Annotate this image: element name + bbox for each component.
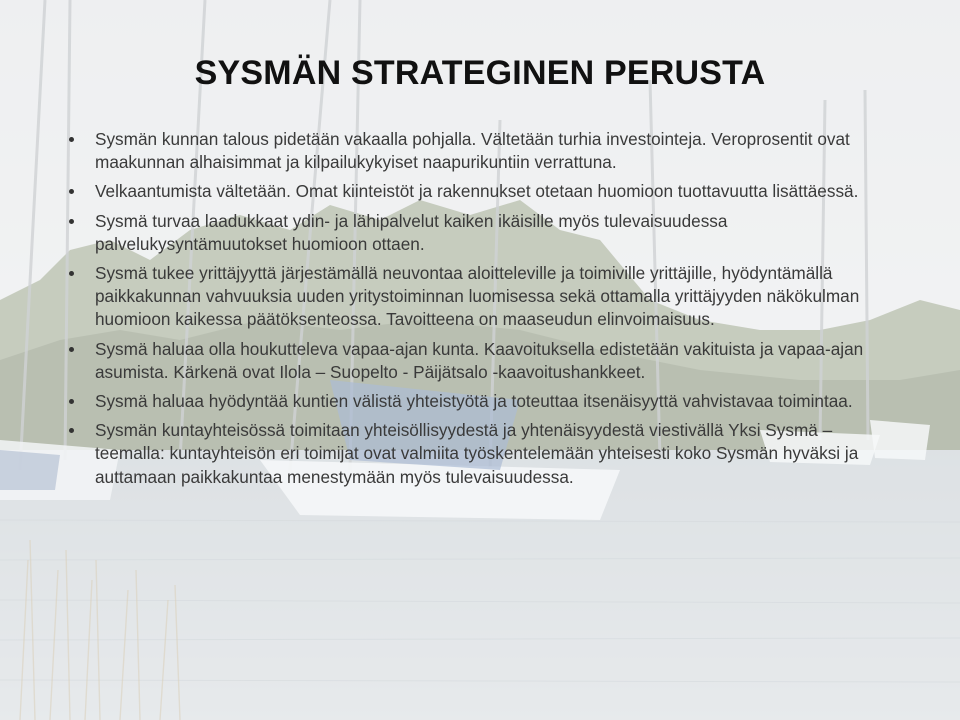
- bullet-text: Sysmän kuntayhteisössä toimitaan yhteisöllisyydestä ja yhtenäisyydestä viestivällä Yksi Sysmä –teemalla: kuntayhteisön eri toimijat ovat valmiita työskentelemään yhteisesti koko Sysmän hyväksi ja auttamaan paikkakuntaa menestymään myös tulevaisuudessa.: [95, 420, 859, 487]
- list-item: [95, 262, 895, 332]
- bullet-text: Sysmä haluaa olla houkutteleva vapaa-ajan kunta. Kaavoituksella edistetään vakituista ja vapaa-ajan asumista. Kärkenä ovat Ilola – Suopelto - Päijätsalo -kaavoitushankkeet.: [95, 338, 864, 382]
- list-item: [95, 210, 895, 256]
- list-item: [95, 390, 895, 413]
- list-item: [95, 128, 895, 174]
- bullet-text: Sysmä tukee yrittäjyyttä järjestämällä neuvontaa aloitteleville ja toimiville yrittäjille, hyödyntämällä paikkakunnan vahvuuksia uuden yritystoiminnan luomisessa sekä ottamalla yrittäjyyden näkökulman huomioon kaikessa päätöksenteossa. Tavoitteena on maaseudun elinvoimaisuus.: [95, 263, 860, 330]
- bullet-text: Sysmän kunnan talous pidetään vakaalla pohjalla. Vältetään turhia investointeja. Veroprosentit ovat maakunnan alhaisimmat ja kilpailukykyiset naapurikuntiin verrattuna.: [95, 129, 850, 173]
- bullet-icon: [69, 399, 74, 404]
- bullet-text: Sysmä turvaa laadukkaat ydin- ja lähipalvelut kaiken ikäisille myös tulevaisuudessa palvelukysyntämuutokset huomioon ottaen.: [95, 210, 728, 254]
- slide-title: SYSMÄN STRATEGINEN PERUSTA: [194, 54, 766, 92]
- bullet-icon: [69, 271, 74, 276]
- bullet-text: Velkaantumista vältetään. Omat kiinteistöt ja rakennukset otetaan huomioon tuottavuutta lisättäessä.: [95, 181, 859, 202]
- bullet-icon: [69, 219, 74, 224]
- bullet-text: Sysmä haluaa hyödyntää kuntien välistä yhteistyötä ja toteuttaa itsenäisyyttä vahvistavaa toimintaa.: [95, 391, 853, 412]
- bullet-icon: [69, 137, 74, 142]
- bullet-icon: [69, 347, 74, 352]
- list-item: [95, 419, 895, 489]
- list-item: [95, 180, 895, 203]
- list-item: [95, 338, 895, 384]
- strategy-bullet-list: [95, 128, 895, 495]
